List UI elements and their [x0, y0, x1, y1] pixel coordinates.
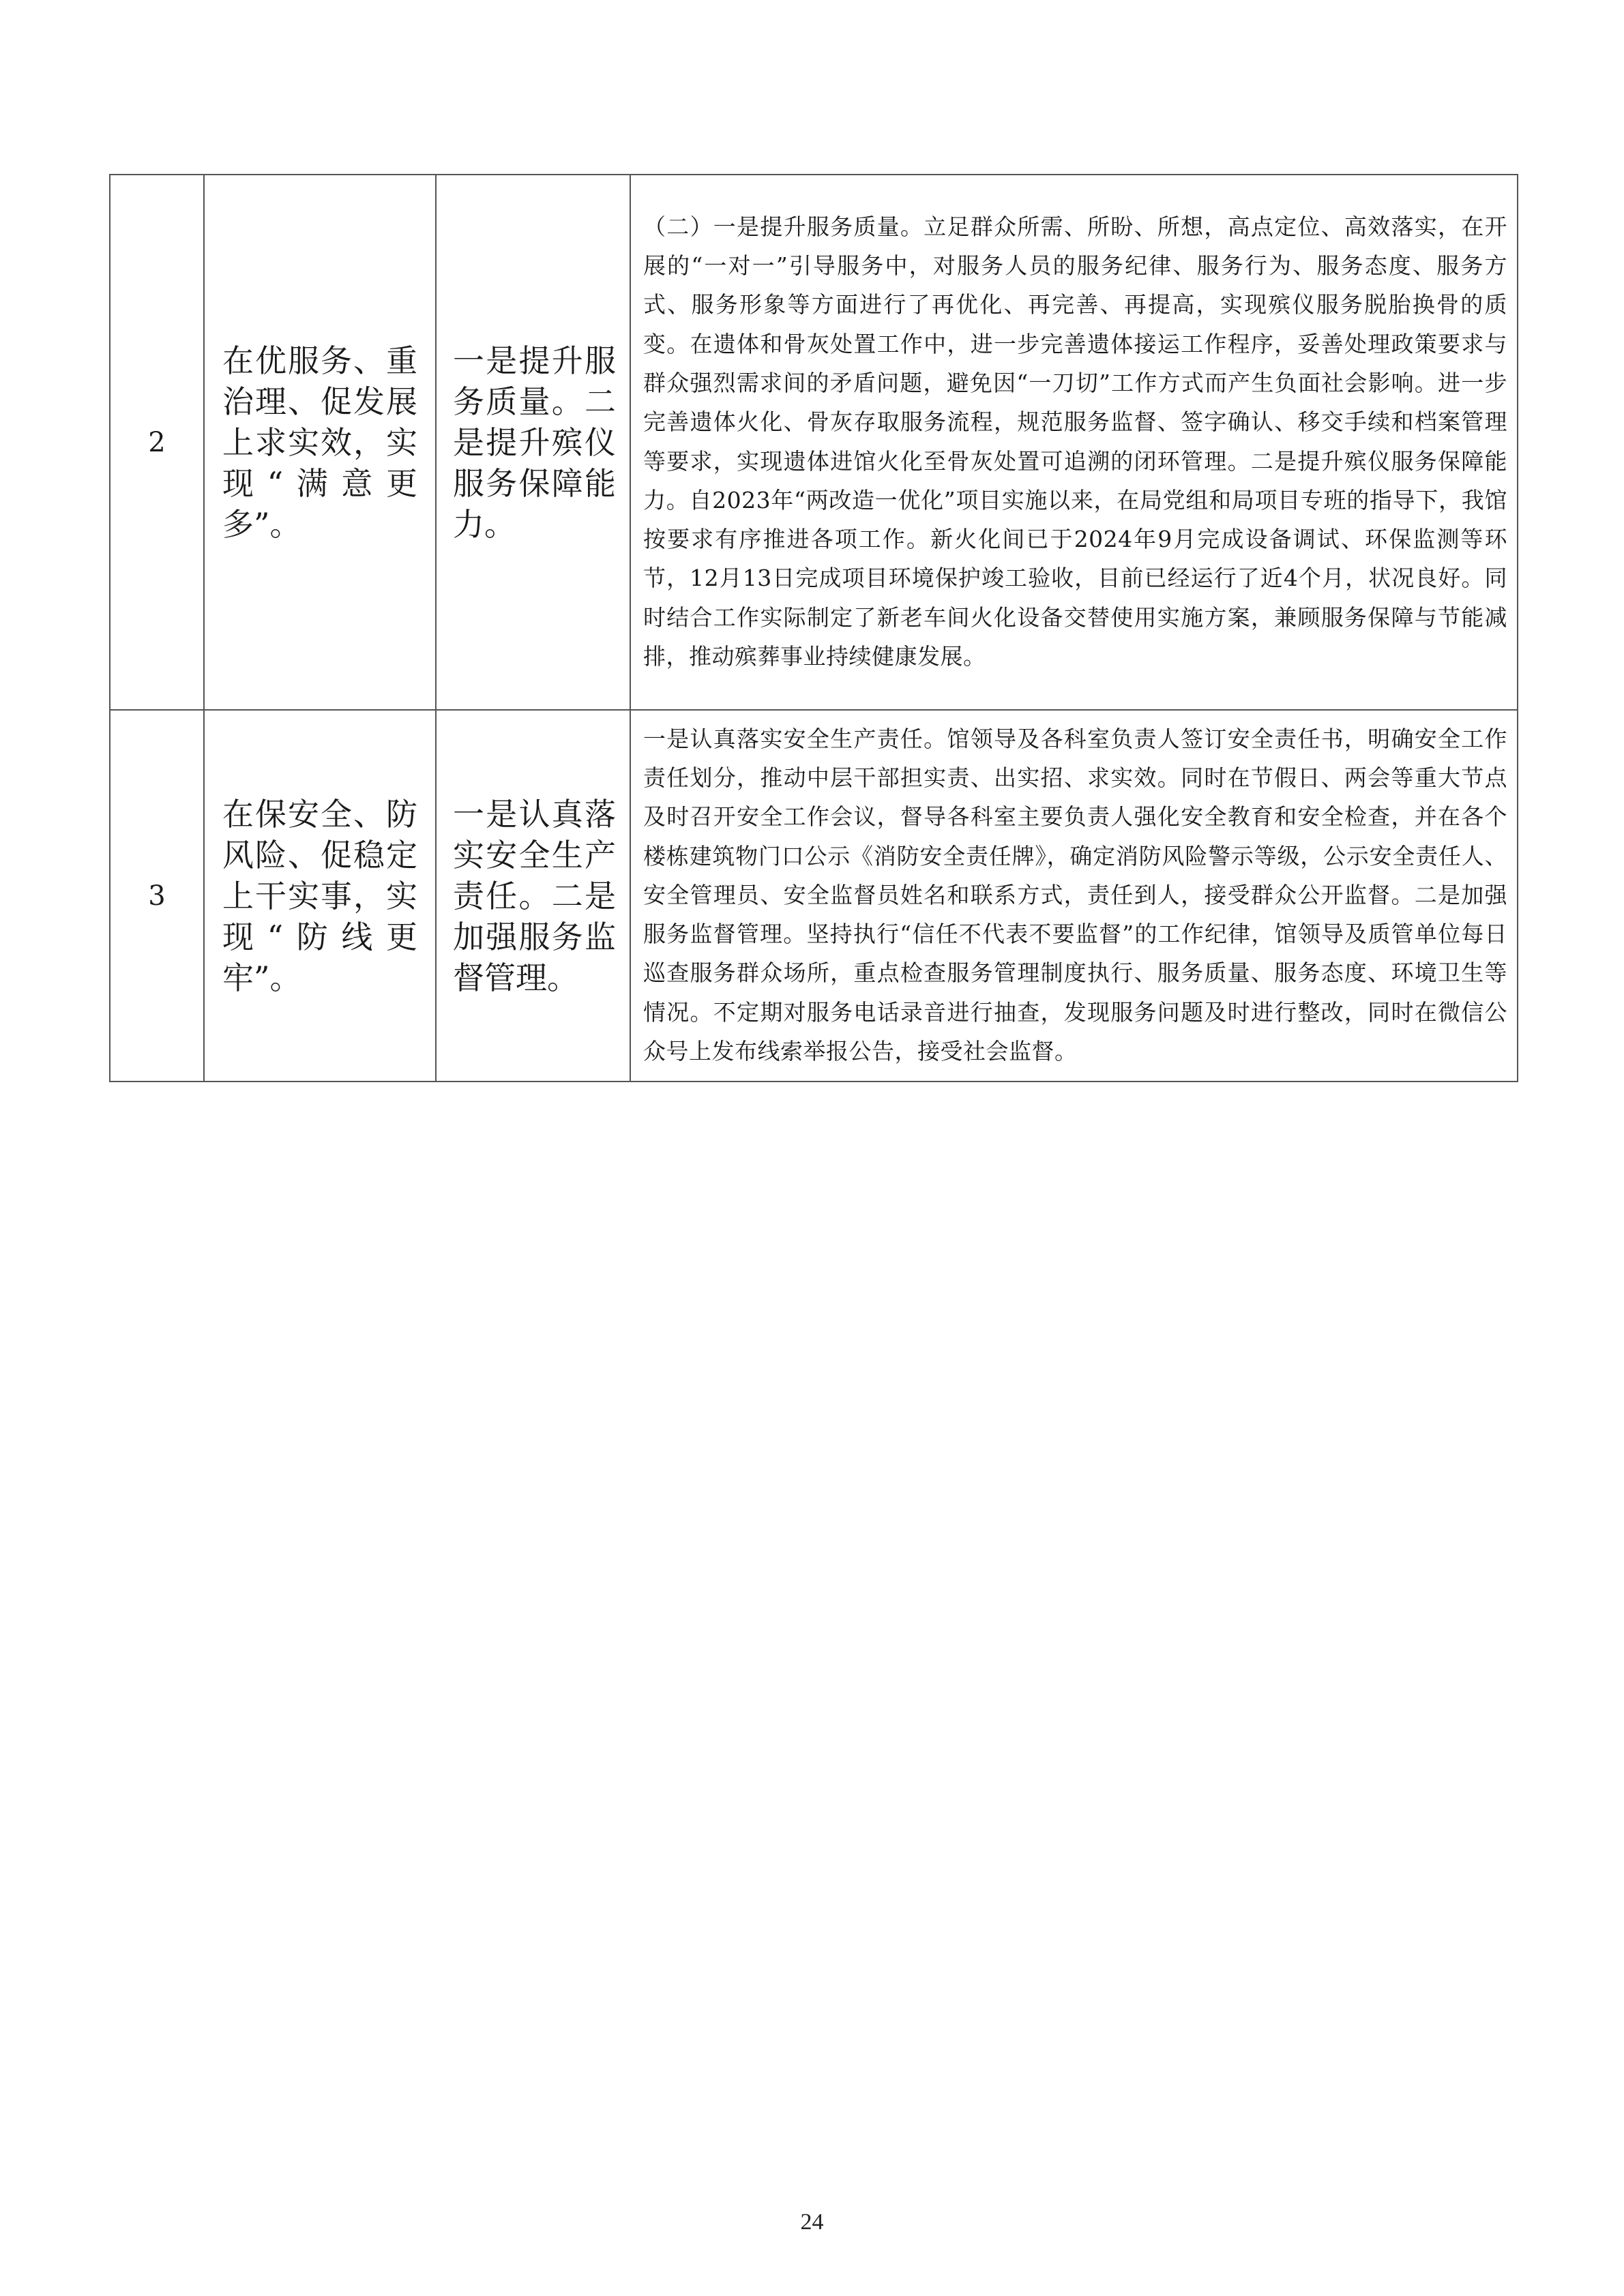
detail-text: 一是认真落实安全生产责任。馆领导及各科室负责人签订安全责任书，明确安全工作责任划分，推动中层干部担实责、出实招、求实效。同时在节假日、两会等重大节点及时召开安全工作会议，督导各科室主要负责人强化安全教育和安全检查，并在各个楼栋建筑物门口公示《消防安全责任牌》，确定消防风险警示等级，公示安全责任人、安全管理员、安全监督员姓名和联系方式，责任到人，接受群众公开监督。二是加强服务监督管理。坚持执行“信任不代表不要监督”的工作纪律，馆领导及质管单位每日巡查服务群众场所，重点检查服务管理制度执行、服务质量、服务态度、环境卫生等情况。不定期对服务电话录音进行抽查，发现服务问题及时进行整改，同时在微信公众号上发布线索举报公告，接受社会监督。 [643, 725, 1507, 1065]
table-row [110, 175, 1518, 710]
focus-area-cell [204, 710, 436, 1082]
focus-area-text: 在优服务、重治理、促发展上求实效，实现“满意更多”。 [222, 342, 417, 543]
page-number: 24 [800, 2209, 824, 2235]
row-number: 2 [148, 426, 166, 458]
row-number-cell [110, 175, 204, 710]
work-measures-table [109, 174, 1518, 1082]
detail-text: （二）一是提升服务质量。立足群众所需、所盼、所想，高点定位、高效落实，在开展的“一对一”引导服务中，对服务人员的服务纪律、服务行为、服务态度、服务方式、服务形象等方面进行了再优化、再完善、再提高，实现殡仪服务脱胎换骨的质变。在遗体和骨灰处置工作中，进一步完善遗体接运工作程序，妥善处理政策要求与群众强烈需求间的矛盾问题，避免因“一刀切”工作方式而产生负面社会影响。进一步完善遗体火化、骨灰存取服务流程，规范服务监督、签字确认、移交手续和档案管理等要求，实现遗体进馆火化至骨灰处置可追溯的闭环管理。二是提升殡仪服务保障能力。自2023年“两改造一优化”项目实施以来，在局党组和局项目专班的指导下，我馆按要求有序推进各项工作。新火化间已于2024年9月完成设备调试、环保监测等环节，12月13日完成项目环境保护竣工验收，目前已经运行了近4个月，状况良好。同时结合工作实际制定了新老车间火化设备交替使用实施方案，兼顾服务保障与节能减排，推动殡葬事业持续健康发展。 [643, 213, 1507, 670]
measure-cell [436, 710, 630, 1082]
detail-cell [630, 175, 1518, 710]
detail-cell [630, 710, 1518, 1082]
row-number-cell [110, 710, 204, 1082]
focus-area-cell [204, 175, 436, 710]
measure-cell [436, 175, 630, 710]
row-number: 3 [148, 880, 166, 912]
measure-text: 一是提升服务质量。二是提升殡仪服务保障能力。 [453, 342, 616, 543]
measure-text: 一是认真落实安全生产责任。二是加强服务监督管理。 [453, 795, 616, 996]
table-row [110, 710, 1518, 1082]
focus-area-text: 在保安全、防风险、促稳定上干实事，实现“防线更牢”。 [222, 795, 417, 996]
